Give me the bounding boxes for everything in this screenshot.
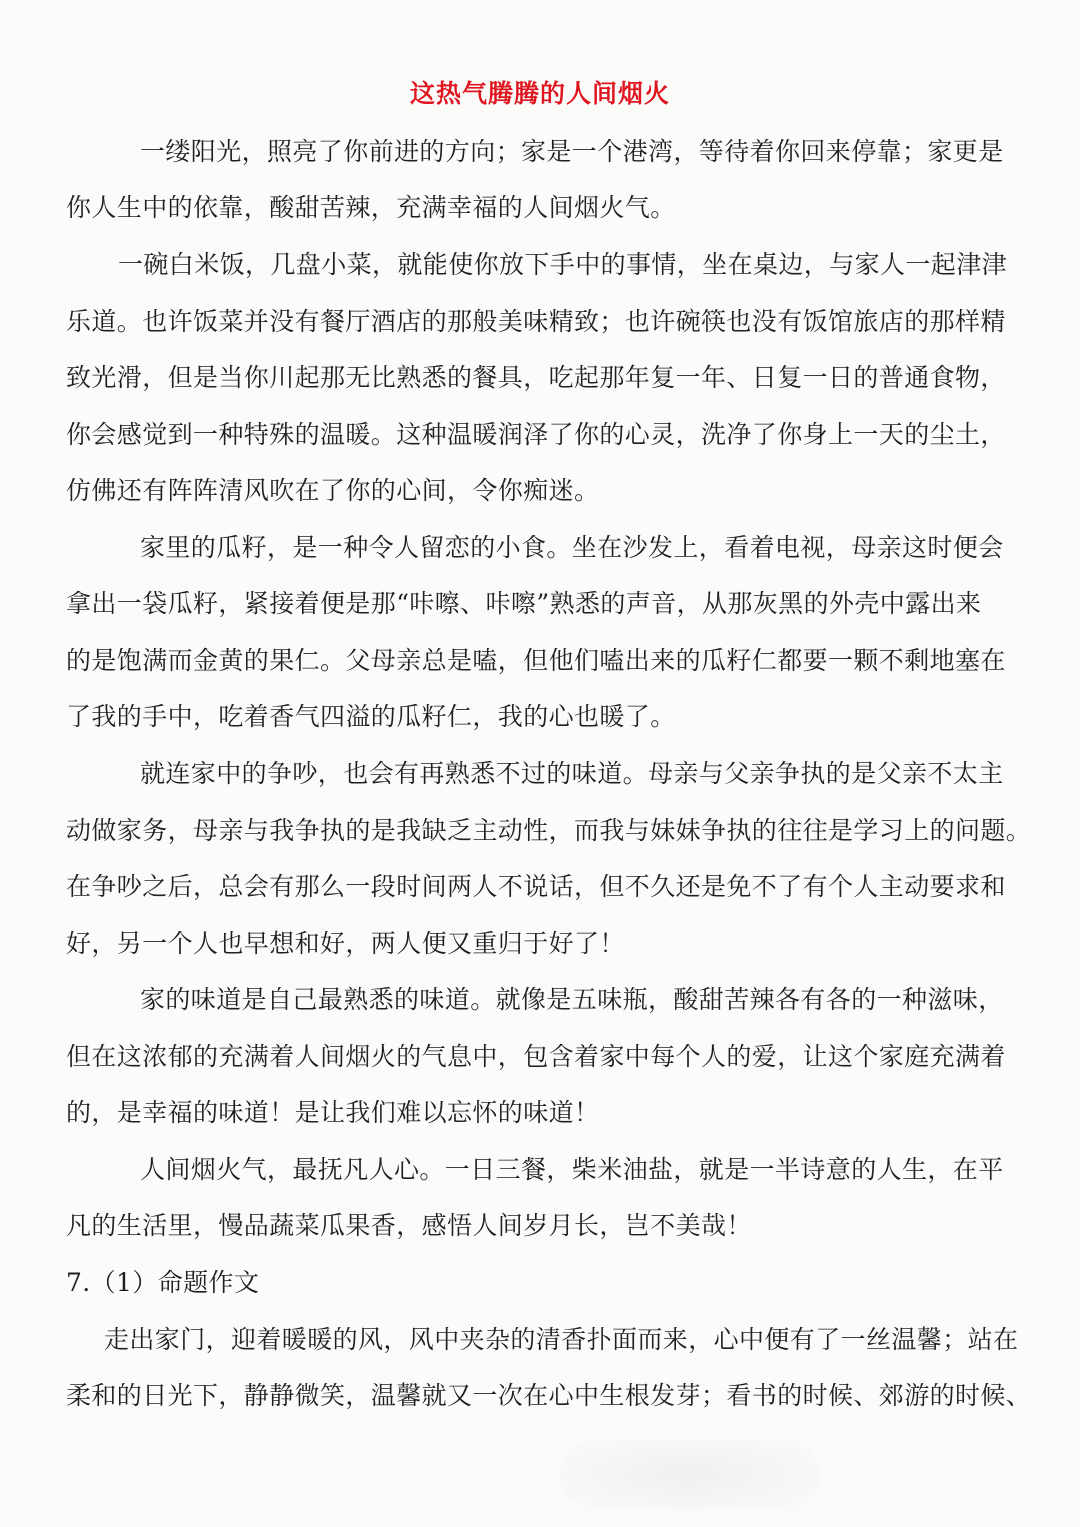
text-line: 凡的生活里，慢品蔬菜瓜果香，感悟人间岁月长，岂不美哉！ [66,1211,752,1240]
text-line: 你人生中的依靠，酸甜苦辣，充满幸福的人间烟火气。 [66,193,676,222]
text-line: 柔和的日光下，静静微笑，温馨就又一次在心中生根发芽；看书的时候、郊游的时候、 [66,1381,1032,1410]
text-line: 好，另一个人也早想和好，两人便又重归于好了！ [66,929,625,958]
text-line: 的是饱满而金黄的果仁。父母亲总是嗑，但他们嗑出来的瓜籽仁都要一颗不剩地塞在 [66,646,1006,675]
text-line: 仿佛还有阵阵清风吹在了你的心间，令你痴迷。 [66,476,600,505]
text-line: 动做家务，母亲与我争执的是我缺乏主动性，而我与妹妹争执的往往是学习上的问题。 [66,816,1032,845]
text-line: 的，是幸福的味道！是让我们难以忘怀的味道！ [66,1098,600,1127]
text-line: 乐道。也许饭菜并没有餐厅酒店的那般美味精致；也许碗筷也没有饭馆旅店的那样精 [66,307,1006,336]
text-line: 致光滑，但是当你川起那无比熟悉的餐具，吃起那年复一年、日复一日的普通食物， [66,363,1006,392]
text-line: 一缕阳光，照亮了你前进的方向；家是一个港湾，等待着你回来停靠；家更是 [140,137,1004,166]
text-line: 一碗白米饭，几盘小菜，就能使你放下手中的事情，坐在桌边，与家人一起津津 [118,250,1008,279]
text-line: 家的味道是自己最熟悉的味道。就像是五味瓶，酸甜苦辣各有各的一种滋味， [140,985,1004,1014]
text-line: 在争吵之后，总会有那么一段时间两人不说话，但不久还是免不了有个人主动要求和 [66,872,1006,901]
essay-title: 这热气腾腾的人间烟火 [409,79,670,108]
text-line: 但在这浓郁的充满着人间烟火的气息中，包含着家中每个人的爱，让这个家庭充满着 [66,1042,1006,1071]
section-heading: 7.（1）命题作文 [66,1268,260,1297]
text-line: 家里的瓜籽，是一种令人留恋的小食。坐在沙发上，看着电视，母亲这时便会 [140,533,1004,562]
scan-smudge [560,1440,820,1510]
text-line: 拿出一袋瓜籽，紧接着便是那“咔嚓、咔嚓”熟悉的声音，从那灰黑的外壳中露出来 [66,589,982,618]
text-line: 走出家门，迎着暖暖的风，风中夹杂的清香扑面而来，心中便有了一丝温馨；站在 [104,1325,1019,1354]
text-line: 了我的手中，吃着香气四溢的瓜籽仁，我的心也暖了。 [66,702,676,731]
text-line: 就连家中的争吵，也会有再熟悉不过的味道。母亲与父亲争执的是父亲不太主 [140,759,1004,788]
text-line: 人间烟火气，最抚凡人心。一日三餐，柴米油盐，就是一半诗意的人生，在平 [140,1155,1004,1184]
text-line: 你会感觉到一种特殊的温暖。这种温暖润泽了你的心灵，洗净了你身上一天的尘土， [66,420,1006,449]
